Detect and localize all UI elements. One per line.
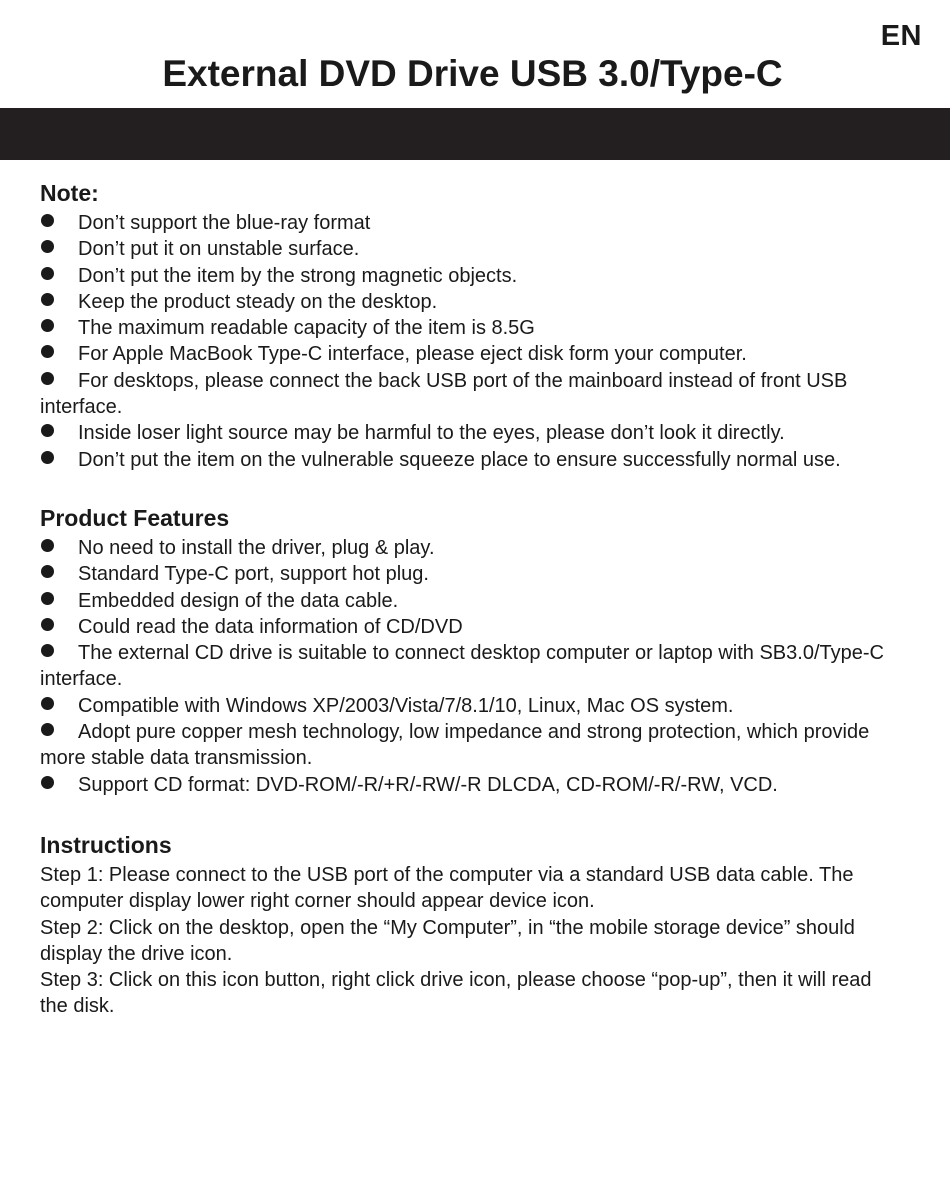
instruction-step: Step 2: Click on the desktop, open the “My Computer”, in “the mobile storage device” should display the drive icon. [40,916,855,965]
feature-item [40,535,900,561]
section-spacer [40,798,900,828]
bullet-icon [41,319,54,332]
note-list [40,210,900,473]
bullet-icon [41,592,54,605]
feature-item-text: Adopt pure copper mesh technology, low impedance and strong protection, which provide more stable data transmission. [40,721,870,770]
bullet-icon [41,644,54,657]
note-heading: Note: [40,180,99,206]
feature-item [40,693,900,719]
bullet-icon [41,267,54,280]
section-spacer [40,473,900,501]
feature-item [40,719,900,772]
bullet-icon [41,372,54,385]
title-divider-bar [0,108,950,160]
note-item-text: Inside loser light source may be harmful to the eyes, please don’t look it directly. [78,422,785,445]
bullet-icon [41,539,54,552]
note-item [40,368,900,421]
features-heading: Product Features [40,504,230,531]
note-item [40,236,900,262]
feature-item-text: The external CD drive is suitable to connect desktop computer or laptop with SB3.0/Type-C interface. [40,642,884,691]
bullet-icon [41,214,54,227]
note-item [40,289,900,315]
bullet-icon [41,240,54,253]
bullet-icon [41,697,54,710]
feature-item [40,588,900,614]
feature-item-text: Standard Type-C port, support hot plug. [78,563,429,586]
feature-item-text: Compatible with Windows XP/2003/Vista/7/8.1/10, Linux, Mac OS system. [78,694,734,717]
feature-item-text: Support CD format: DVD-ROM/-R/+R/-RW/-R DLCDA, CD-ROM/-R/-RW, VCD. [78,773,778,796]
note-item [40,315,900,341]
features-list [40,535,900,798]
page-title: External DVD Drive USB 3.0/Type-C [162,53,783,94]
bullet-icon [41,293,54,306]
note-item-text: For Apple MacBook Type-C interface, please eject disk form your computer. [78,343,747,366]
instruction-step: Step 3: Click on this icon button, right click drive icon, please choose “pop-up”, then it will read the disk. [40,969,872,1018]
note-item-text: For desktops, please connect the back USB port of the mainboard instead of front USB interface. [40,369,848,419]
instructions-steps [40,862,900,1020]
language-badge: EN [880,20,922,52]
feature-item [40,561,900,587]
bullet-icon [41,451,54,464]
instruction-step: Step 1: Please connect to the USB port of the computer via a standard USB data cable. The computer display lower right corner should appear device icon. [40,863,854,913]
bullet-icon [41,565,54,578]
bullet-icon [41,424,54,437]
bullet-icon [41,723,54,736]
note-item-text: Don’t put the item on the vulnerable squeeze place to ensure successfully normal use. [78,448,841,471]
feature-item [40,614,900,640]
feature-item-text: Embedded design of the data cable. [78,589,399,612]
note-item-text: Don’t put the item by the strong magnetic objects. [78,264,518,287]
note-item [40,420,900,446]
feature-item-text: No need to install the driver, plug & play. [78,536,435,559]
note-item [40,210,900,236]
feature-item [40,640,900,693]
instructions-heading: Instructions [40,831,172,858]
bullet-icon [41,776,54,789]
manual-content [40,176,900,1020]
note-item [40,263,900,289]
bullet-icon [41,618,54,631]
note-item-text: The maximum readable capacity of the item is 8.5G [78,317,535,340]
note-item-text: Keep the product steady on the desktop. [78,290,438,313]
bullet-icon [41,345,54,358]
note-item [40,341,900,367]
feature-item-text: Could read the data information of CD/DVD [78,615,463,638]
feature-item [40,772,900,798]
note-item [40,447,900,473]
note-item-text: Don’t put it on unstable surface. [78,238,360,261]
note-item-text: Don’t support the blue-ray format [78,212,371,234]
